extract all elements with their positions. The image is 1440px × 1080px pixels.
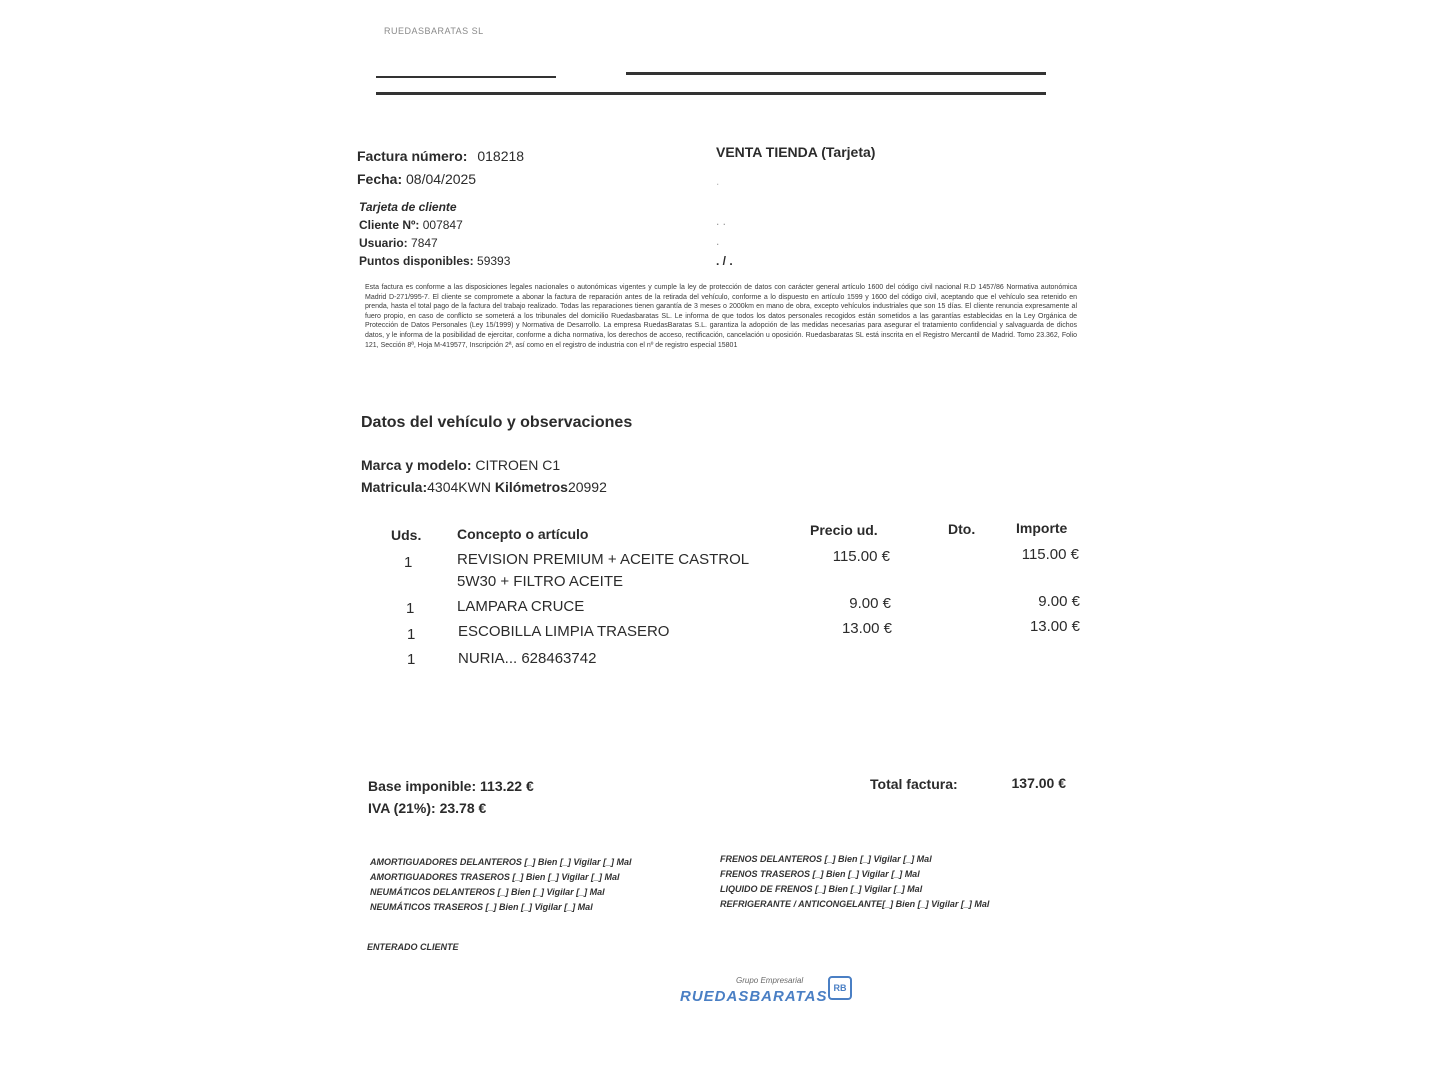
row-2-concepto: LAMPARA CRUCE [457, 598, 585, 615]
vat-label: IVA (21%): [368, 800, 436, 816]
row-3-importe: 13.00 € [1029, 618, 1080, 635]
invoice-date-label: Fecha: [357, 171, 403, 187]
vehicle-make-label: Marca y modelo: [361, 457, 472, 473]
tax-base-label: Base imponible: [368, 778, 477, 794]
col-header-precio: Precio ud. [810, 522, 878, 538]
vehicle-plate-km [361, 479, 607, 495]
row-2-precio: 9.00 € [849, 595, 891, 612]
invoice-number-label: Factura número: [357, 148, 468, 164]
check-item-rear-brakes: FRENOS TRASEROS [_] Bien [_] Vigilar [_] Mal [720, 869, 920, 879]
vehicle-plate-value: 4304KWN [427, 479, 491, 495]
dots-1: . [716, 174, 720, 188]
vat [368, 800, 486, 816]
row-1-concepto: REVISION PREMIUM + ACEITE CASTROL [457, 551, 750, 568]
header-rule-bottom [376, 92, 1046, 95]
customer-acknowledged: ENTERADO CLIENTE [367, 942, 459, 952]
dots-4: . / . [716, 254, 733, 268]
col-header-importe: Importe [1016, 520, 1068, 536]
available-points [359, 254, 510, 268]
customer-number-label: Cliente Nº: [359, 218, 420, 232]
header-rule-top-right [626, 72, 1046, 75]
checklist-left [370, 855, 632, 915]
vehicle-make-value: CITROEN C1 [475, 457, 561, 473]
row-3-precio: 13.00 € [841, 620, 892, 637]
invoice-date-value: 08/04/2025 [406, 171, 477, 187]
row-1-importe: 115.00 € [1021, 546, 1079, 563]
row-1-precio: 115.00 € [832, 548, 890, 565]
logo-badge-icon: RB [828, 976, 852, 1000]
dots-2: . . [716, 214, 727, 228]
row-4-uds: 1 [407, 651, 416, 668]
check-item-coolant: REFRIGERANTE / ANTICONGELANTE[_] Bien [_] Vigilar [_] Mal [720, 899, 990, 909]
dots-3: . [716, 234, 720, 248]
row-2-importe: 9.00 € [1038, 593, 1080, 610]
check-item-front-brakes: FRENOS DELANTEROS [_] Bien [_] Vigilar [_] Mal [720, 854, 932, 864]
user-id [359, 236, 438, 250]
legal-disclaimer: Esta factura es conforme a las disposiciones legales nacionales o autonómicas vigentes y cumple la ley de protección de datos con carácter general artículo 1600 del código civil nacional R.D 1457/86 Normativa autonómica Madrid D-271/995-7. El cliente se compromete a abonar la factura de reparación antes de la retirada del vehículo, conforme a lo dispuesto en artículo 1599 y 1600 del código civil, aceptando que el vehículo sea retenido en prenda, hasta el total pago de la factura del trabajo realizado. Todas las reparaciones tienen garantía de 3 meses o 2000km en mano de obra, excepto vehículos industriales que son 15 días. El cliente renuncia expresamente al fuero propio, en caso de conflicto se someterá a los tribunales del domicilio Ruedasbaratas SL. Le informa de que todos los datos personales recogidos están sometidos a las garantías establecidas en la Ley Orgánica de Protección de Datos Personales (Ley 15/1999) y Normativa de Desarrollo. La empresa RuedasBaratas S.L. garantiza la adopción de las medidas necesarias para asegurar el tratamiento confidencial y salvaguarda de dichos datos, y le informa de la posibilidad de ejercitar, conforme a dicha normativa, los derechos de acceso, rectificación, cancelación u oposición. Ruedasbaratas SL está inscrita en el Registro Mercantil de Madrid. Tomo 23.362, Folio 121, Sección 8ª, Hoja M-419577, Inscripción 2ª, así como en el registro de industria con el nº de registro especial 15801 [365, 284, 1077, 349]
sale-type: VENTA TIENDA (Tarjeta) [716, 144, 876, 160]
logo-small-text: Grupo Empresarial [736, 976, 804, 985]
check-item-front-shocks: AMORTIGUADORES DELANTEROS [_] Bien [_] Vigilar [_] Mal [370, 857, 632, 867]
vehicle-make-model [361, 457, 560, 473]
logo-main-text: RUEDASBARATAS [680, 988, 828, 1005]
tax-base-value: 113.22 € [480, 778, 534, 794]
customer-number-value: 007847 [422, 218, 463, 232]
company-logo [680, 976, 860, 1016]
invoice-number [357, 148, 524, 164]
user-id-value: 7847 [411, 236, 438, 250]
header-rule-top-left [376, 76, 556, 78]
header-company-text: RUEDASBARATAS SL [384, 26, 484, 36]
col-header-concepto: Concepto o artículo [457, 526, 589, 542]
col-header-uds: Uds. [391, 527, 422, 543]
vat-value: 23.78 € [439, 800, 487, 816]
check-item-rear-tires: NEUMÁTICOS TRASEROS [_] Bien [_] Vigilar [_] Mal [370, 902, 593, 912]
row-1-concepto-line2: 5W30 + FILTRO ACEITE [457, 573, 624, 590]
vehicle-km-label: Kilómetros [494, 479, 568, 495]
check-item-brake-fluid: LIQUIDO DE FRENOS [_] Bien [_] Vigilar [_] Mal [720, 884, 923, 894]
user-id-label: Usuario: [359, 236, 408, 250]
total-label: Total factura: [870, 776, 958, 792]
tax-base [368, 778, 534, 794]
col-header-dto: Dto. [948, 521, 976, 537]
invoice-number-value: 018218 [477, 148, 525, 164]
check-item-rear-shocks: AMORTIGUADORES TRASEROS [_] Bien [_] Vigilar [_] Mal [370, 872, 620, 882]
vehicle-km-value: 20992 [567, 479, 607, 495]
row-4-concepto: NURIA... 628463742 [458, 650, 597, 667]
vehicle-section-title: Datos del vehículo y observaciones [361, 414, 633, 431]
customer-number [359, 218, 463, 232]
row-1-uds: 1 [404, 554, 413, 571]
invoice-date [357, 171, 476, 187]
row-3-concepto: ESCOBILLA LIMPIA TRASERO [458, 623, 670, 640]
total-value: 137.00 € [1011, 775, 1066, 791]
row-3-uds: 1 [407, 626, 416, 643]
row-2-uds: 1 [406, 600, 415, 617]
available-points-value: 59393 [477, 254, 511, 268]
vehicle-plate-label: Matricula: [361, 479, 428, 495]
available-points-label: Puntos disponibles: [359, 254, 474, 268]
check-item-front-tires: NEUMÁTICOS DELANTEROS [_] Bien [_] Vigilar [_] Mal [370, 887, 605, 897]
customer-card-label: Tarjeta de cliente [359, 200, 457, 214]
checklist-right [720, 852, 989, 912]
